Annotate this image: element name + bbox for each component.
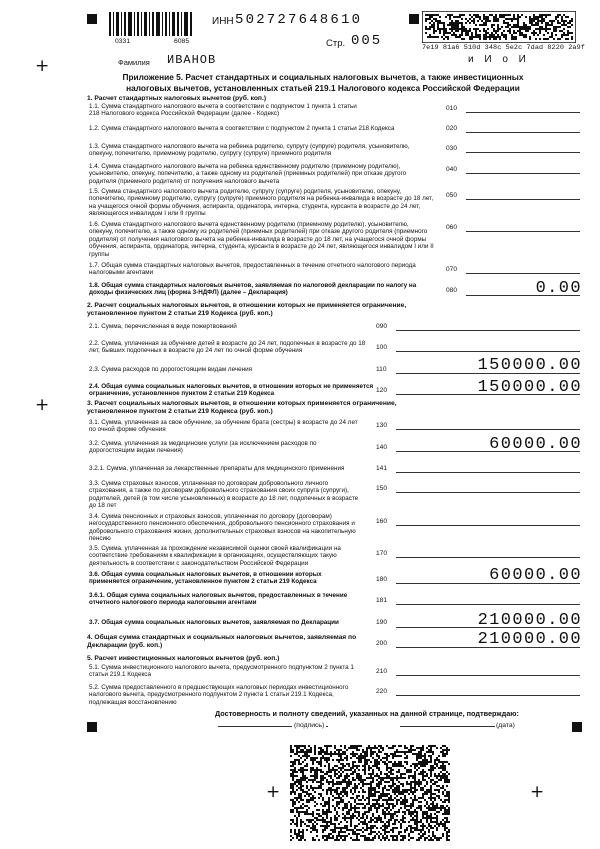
signature-label: (подпись) — [294, 722, 325, 729]
field-160[interactable] — [396, 525, 580, 526]
code-010: 010 — [446, 105, 458, 112]
code-080: 080 — [446, 287, 458, 294]
field-140 — [396, 451, 580, 452]
field-060[interactable] — [466, 231, 580, 232]
section-2-heading: 2. Расчет социальных налоговых вычетов, в отношении которых не применяется ограничение, установленное пунктом 2 статьи 219 Кодекса (руб. коп.) — [87, 302, 407, 317]
row-5-1: 5.1. Сумма инвестиционного налогового вычета, предусмотренного подпунктом 2 пункта 1 статьи 219.1 Кодекса — [89, 664, 354, 679]
corner-marker-top-left — [87, 14, 97, 24]
row-1-7: 1.7. Общая сумма стандартных налоговых вычетов, предоставленных в течение отчетного налогового периода налоговыми агентами — [89, 262, 416, 277]
page-title: Приложение 5. Расчет стандартных и социальных налоговых вычетов, а также инвестиционных налоговых вычетов, установленных статьей 219.1 Налогового кодекса Российской Федерации — [122, 72, 524, 93]
page-label: Стр. — [326, 38, 346, 49]
code-030: 030 — [446, 145, 458, 152]
field-110 — [396, 373, 580, 374]
inn-label: ИНН — [212, 16, 234, 27]
code-170: 170 — [376, 550, 388, 557]
inn-value: 502727648610 — [235, 12, 363, 28]
row-1-3: 1.3. Сумма стандартного налогового вычета на ребенка родителю, супругу (супруге) родителя, усыновителю, опекуну, попечителю, приемному родителю, супругу (супруге) приемного родителя — [89, 143, 410, 158]
field-220[interactable] — [396, 695, 580, 696]
row-1-4: 1.4. Сумма стандартного налогового вычета на ребенка единственному родителю (приемному родителю), усыновителю, опекуну, попечителю, а также одному из родителей (приемных родителей) при отказе другого родителя (приемного родителя) от получения налогового вычета — [89, 163, 407, 185]
registration-cross-icon: + — [35, 395, 50, 415]
row-1-6: 1.6. Сумма стандартного налогового вычета единственному родителю (приемному родителю), усыновителю, опекуну, попечителю, а также одному из родителей (приемных родителей) при отказе другого родителя (приемного родителя) от получения налогового вычета на ребенка-инвалида в возрасте до 18 лет, на учащегося очной формы обучения, аспиранта, ординатора, интерна, студента, курсанта в возрасте до 24 лет, являющегося инвалидом I или II группы — [89, 221, 434, 258]
code-070: 070 — [446, 266, 458, 273]
code-020: 020 — [446, 125, 458, 132]
row-3-4: 3.4. Сумма пенсионных и страховых взносов, уплаченная по договору (договорам) негосударственного пенсионного обеспечения, добровольного пенсионного страхования и добровольного страхования жизни, дополнительных страховых взносов на накопительную пенсию — [89, 513, 356, 543]
row-3-3: 3.3. Сумма страховых взносов, уплаченная по договорам добровольного личного страхования, а также по договорам добровольного страхования своих супруга (супруги), родителей, детей (в том числе усыновленных) в возрасте до 18 лет, подопечных в возрасте до 18 лет — [89, 480, 359, 510]
corner-marker-top-mid — [409, 14, 419, 24]
confirmation-text: Достоверность и полноту сведений, указанных на данной странице, подтверждаю: — [215, 709, 519, 718]
field-080 — [466, 295, 580, 296]
code-100: 100 — [376, 344, 388, 351]
field-100[interactable] — [396, 351, 580, 352]
code-210: 210 — [376, 668, 388, 675]
value-110[interactable]: 150000.00 — [477, 356, 582, 375]
row-3-1: 3.1. Сумма, уплаченная за свое обучение, за обучение брата (сестры) в возрасте до 24 лет по очной форме обучения — [89, 419, 358, 434]
code-090: 090 — [376, 323, 388, 330]
field-010[interactable] — [466, 112, 580, 113]
qr-code-bottom — [290, 745, 450, 841]
code-060: 060 — [446, 224, 458, 231]
code-120: 120 — [376, 387, 388, 394]
code-050: 050 — [446, 192, 458, 199]
section-5-heading: 5. Расчет инвестиционных налоговых вычетов (руб. коп.) — [87, 655, 280, 662]
row-3-6: 3.6. Общая сумма социальных налоговых вычетов, в отношении которых применяется ограничение, установленное пунктом 2 статьи 219 Кодекса — [89, 571, 322, 586]
row-3-2-1: 3.2.1. Сумма, уплаченная за лекарственные препараты для медицинского применения — [89, 465, 345, 472]
date-label: (дата) — [496, 722, 515, 729]
field-190 — [396, 627, 580, 628]
code-141: 141 — [376, 465, 388, 472]
value-190[interactable]: 210000.00 — [477, 611, 582, 630]
row-1-5: 1.5. Сумма стандартного налогового вычета родителю, супругу (супруге) родителя, усыновителю, опекуну, попечителю, приемному родителю, супругу (супруге) приемного родителя на ребенка-инвалида в возрасте до 18 лет, на учащегося очной формы обучения, аспиранта, ординатора, интерна, студента, курсанта в возрасте до 24 лет, являющегося инвалидом I или II группы — [89, 188, 434, 218]
code-181: 181 — [376, 597, 388, 604]
field-180 — [396, 583, 580, 584]
lastname-label: Фамилия — [118, 58, 150, 67]
value-180[interactable]: 60000.00 — [489, 566, 582, 585]
initials: и И о И — [468, 54, 530, 65]
row-1-2: 1.2. Сумма стандартного налогового вычета в соответствии с подпунктом 2 пункта 1 статьи 218 Кодекса — [89, 125, 395, 132]
field-181[interactable] — [396, 604, 580, 605]
date-line[interactable] — [400, 726, 495, 727]
code-220: 220 — [376, 688, 388, 695]
field-070[interactable] — [466, 273, 580, 274]
field-210[interactable] — [396, 675, 580, 676]
row-3-7: 3.7. Общая сумма социальных налоговых вычетов, заявляемая по Декларации — [89, 619, 339, 626]
row-2-2: 2.2. Сумма, уплаченная за обучение детей в возрасте до 24 лет, подопечных в возрасте до 18 лет, бывших подопечных в возрасте до 24 лет по очной форме обучения — [89, 340, 366, 355]
registration-cross-icon: + — [266, 782, 281, 802]
barcode-code-2: 6085 — [174, 38, 190, 45]
section-4-heading: 4. Общая сумма стандартных и социальных налоговых вычетов, заявляемая по Декларации (руб. коп.) — [87, 634, 357, 649]
barcode-code-1: 0331 — [115, 38, 131, 45]
code-160: 160 — [376, 518, 388, 525]
row-1-1: 1.1. Сумма стандартного налогового вычета в соответствии с подпунктом 1 пункта 1 статьи 218 Налогового кодекса Российской Федерации (далее - Кодекс) — [89, 103, 357, 118]
field-120 — [396, 394, 580, 395]
value-080[interactable]: 0.00 — [535, 279, 582, 298]
section-1-heading: 1. Расчет стандартных налоговых вычетов (руб. коп.) — [87, 95, 267, 102]
code-200: 200 — [376, 640, 388, 647]
code-040: 040 — [446, 166, 458, 173]
value-140[interactable]: 60000.00 — [489, 435, 582, 454]
code-140: 140 — [376, 444, 388, 451]
header-barcode — [109, 12, 194, 36]
field-170[interactable] — [396, 557, 580, 558]
row-3-6-1: 3.6.1. Общая сумма социальных налоговых вычетов, предоставленных в течение отчетного налогового периода налоговыми агентами — [89, 592, 348, 607]
code-130: 130 — [376, 422, 388, 429]
field-020[interactable] — [466, 132, 580, 133]
registration-cross-icon: + — [35, 56, 50, 76]
row-2-1: 2.1. Сумма, перечисленная в виде пожертвований — [89, 323, 237, 330]
corner-marker-bottom-right — [572, 722, 582, 732]
field-040[interactable] — [466, 173, 580, 174]
page-number: 005 — [351, 33, 383, 49]
row-3-5: 3.5. Сумма, уплаченная за прохождение независимой оценки своей квалификации на соответствие требованиям к квалификации в организациях, осуществляющих такую деятельность в соответствии с законодательством Российской Федерации — [89, 545, 341, 567]
field-200 — [396, 647, 580, 648]
row-3-2: 3.2. Сумма, уплаченная за медицинские услуги (за исключением расходов по дорогостоящим видам лечения) — [89, 440, 317, 455]
row-2-3: 2.3. Сумма расходов по дорогостоящим видам лечения — [89, 366, 253, 373]
field-050[interactable] — [466, 199, 580, 200]
field-090[interactable] — [396, 330, 580, 331]
value-120[interactable]: 150000.00 — [477, 378, 582, 397]
code-180: 180 — [376, 576, 388, 583]
section-3-heading: 3. Расчет социальных налоговых вычетов, в отношении которых применяется ограничение, установленное пунктом 2 статьи 219 Кодекса (руб. коп.) — [87, 400, 397, 415]
qr-code-top — [422, 11, 576, 43]
value-200[interactable]: 210000.00 — [477, 630, 582, 649]
field-030[interactable] — [466, 152, 580, 153]
hash-text: 7e19 81a6 510d 348c 5e2c 7dad 8220 2a9f — [422, 44, 585, 52]
code-110: 110 — [376, 366, 387, 373]
registration-cross-icon: + — [530, 782, 545, 802]
corner-marker-bottom-left — [87, 722, 97, 732]
row-2-4: 2.4. Общая сумма социальных налоговых вычетов, в отношении которых не применяется ограничение, установленное пунктом 2 статьи 219 Кодекса — [89, 383, 374, 398]
code-190: 190 — [376, 619, 388, 626]
code-150: 150 — [376, 485, 388, 492]
field-130[interactable] — [396, 429, 580, 430]
row-5-2: 5.2. Сумма предоставленного в предшествующих налоговых периодах инвестиционного налогового вычета, предусмотренного подпунктом 2 пункта 1 статьи 219.1 Кодекса, подлежащая восстановлению — [89, 684, 349, 706]
lastname-value: ИВАНОВ — [167, 53, 217, 67]
field-141[interactable] — [396, 472, 580, 473]
field-150[interactable] — [396, 492, 580, 493]
row-1-8: 1.8. Общая сумма стандартных налоговых вычетов, заявляемая по налоговой декларации по налогу на доходы физических лиц (форма 3-НДФЛ) (далее – Декларация) — [89, 282, 417, 297]
